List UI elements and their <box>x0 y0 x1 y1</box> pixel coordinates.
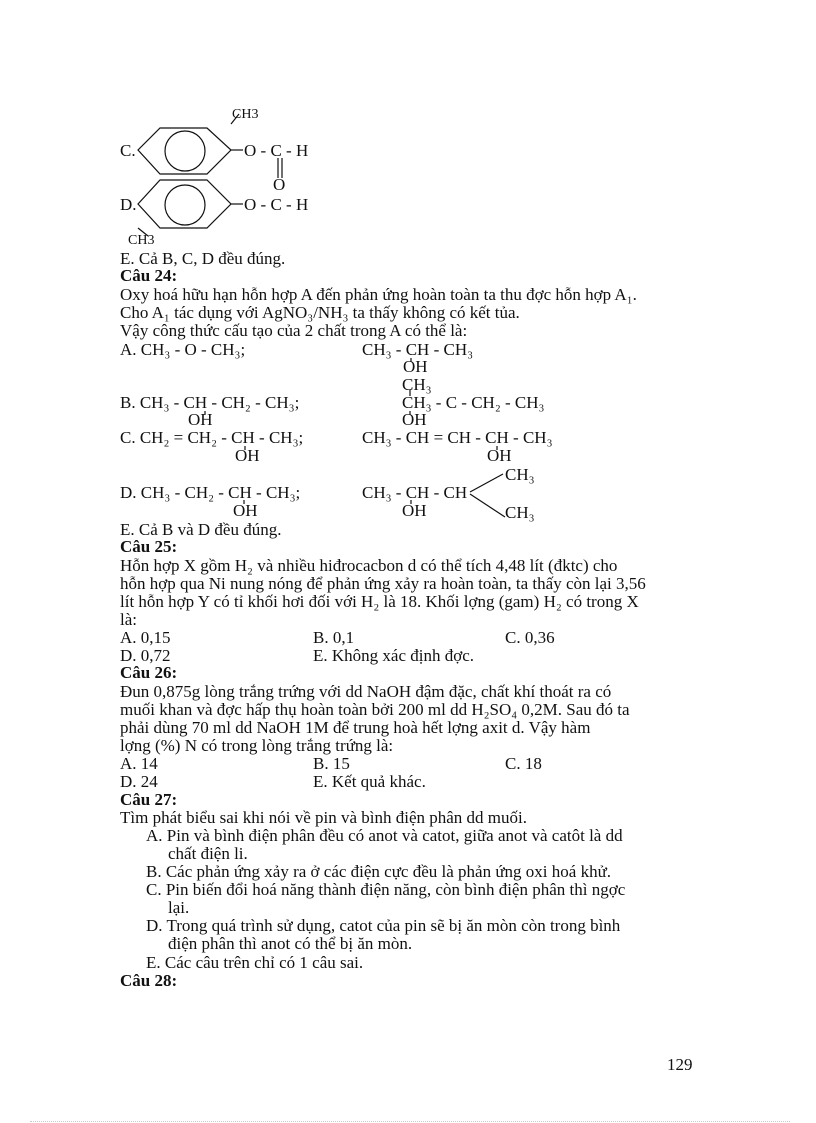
q25-option-c: C. 0,36 <box>505 628 555 647</box>
q25-text: là: <box>120 610 137 629</box>
q24-b-oh-right: OH <box>402 410 427 429</box>
ch3-top-label: CH3 <box>232 107 259 122</box>
q24-b-ch3-top: CH₃ <box>402 375 432 394</box>
q24-c-oh-right: OH <box>487 446 512 465</box>
q27-option-d: D. Trong quá trình sử dụng, catot của pin sẽ bị ăn mòn còn trong bình <box>146 916 621 935</box>
q26-title: Câu 26: <box>120 663 178 682</box>
q26-option-c: C. 18 <box>505 754 542 773</box>
q25-option-a: A. 0,15 <box>120 628 171 647</box>
q24-option-c-right: CH₃ - CH = CH - CH - CH₃ <box>362 428 553 447</box>
q24-d-ch3-bottom: CH₃ <box>505 503 535 522</box>
q27-option-e: E. Các câu trên chỉ có 1 câu sai. <box>146 953 364 972</box>
formate-group-d: O - C - H <box>244 195 309 214</box>
q24-d-oh-right: OH <box>402 501 427 520</box>
q24-title: Câu 24: <box>120 266 178 285</box>
q26-option-e: E. Kết quả khác. <box>313 772 426 791</box>
d-branch-up <box>470 474 503 492</box>
q24-text: Vậy công thức cấu tạo của 2 chất trong A có thể là: <box>120 321 468 340</box>
q27-option-c-cont: lại. <box>168 898 190 917</box>
option-c-label: C. <box>120 141 136 160</box>
q26-option-a: A. 14 <box>120 754 158 773</box>
q26-text: muối khan và đợc hấp thụ hoàn toàn bởi 200 ml dd H₂SO₄ 0,2M. Sau đó ta <box>120 700 630 719</box>
q27-option-d-cont: điện phân thì anot có thể bị ăn mòn. <box>168 934 413 953</box>
q25-text: hỗn hợp qua Ni nung nóng để phản ứng xảy ra hoàn toàn, ta thấy còn lại 3,56 <box>120 574 646 593</box>
q24-d-ch3-top: CH₃ <box>505 465 535 484</box>
q24-option-d-left: D. CH₃ - CH₂ - CH - CH₃; <box>120 483 301 502</box>
q24-option-d-right: CH₃ - CH - CH <box>362 483 468 502</box>
q24-a-oh: OH <box>403 357 428 376</box>
q27-option-b: B. Các phản ứng xảy ra ở các điện cực đều là phản ứng oxi hoá khử. <box>146 862 612 881</box>
q24-text: Oxy hoá hữu hạn hỗn hợp A đến phản ứng hoàn toàn ta thu đợc hỗn hợp A₁. <box>120 285 637 304</box>
d-branch-down <box>470 494 505 517</box>
q27-option-c: C. Pin biến đổi hoá năng thành điện năng, còn bình điện phân thì ngợc <box>146 880 626 899</box>
q24-option-c-left: C. CH₂ = CH₂ - CH - CH₃; <box>120 428 304 447</box>
option-d-label: D. <box>120 195 137 214</box>
q24-b-oh-left: OH <box>188 410 213 429</box>
formate-group-c: O - C - H <box>244 141 309 160</box>
q24-option-e: E. Cả B và D đều đúng. <box>120 520 282 539</box>
aromatic-circle-d <box>165 185 205 225</box>
q25-option-b: B. 0,1 <box>313 628 355 647</box>
q27-text: Tìm phát biểu sai khi nói về pin và bình điện phân dd muối. <box>120 808 527 827</box>
q27-option-a: A. Pin và bình điện phân đều có anot và catot, giữa anot và catôt là dd <box>146 826 623 845</box>
q27-option-a-cont: chất điện li. <box>168 844 248 863</box>
q26-text: Đun 0,875g lòng trắng trứng với dd NaOH đậm đặc, chất khí thoát ra có <box>120 682 612 701</box>
q26-text: lợng (%) N có trong lòng trắng trứng là: <box>120 736 394 755</box>
q24-option-b-left: B. CH₃ - CH - CH₂ - CH₃; <box>120 393 300 412</box>
q24-d-oh-left: OH <box>233 501 258 520</box>
q25-option-d: D. 0,72 <box>120 646 171 665</box>
q24-option-a-left: A. CH₃ - O - CH₃; <box>120 340 246 359</box>
q24-option-a-right: CH₃ - CH - CH₃ <box>362 340 474 359</box>
q25-title: Câu 25: <box>120 537 178 556</box>
q28-title: Câu 28: <box>120 971 178 990</box>
q24-c-oh-left: OH <box>235 446 260 465</box>
q24-text: Cho A₁ tác dụng với AgNO₃/NH₃ ta thấy không có kết tủa. <box>120 303 520 322</box>
footer-divider <box>30 1121 790 1122</box>
benzene-ring-d <box>138 180 231 228</box>
q24-option-b-right: CH₃ - C - CH₂ - CH₃ <box>402 393 545 412</box>
q25-text: lít hỗn hợp Y có tỉ khối hơi đối với H₂ là 18. Khối lợng (gam) H₂ có trong X <box>120 592 639 611</box>
q23-option-e: E. Cả B, C, D đều đúng. <box>120 249 286 268</box>
benzene-ring-c <box>138 128 231 174</box>
q27-title: Câu 27: <box>120 790 178 809</box>
aromatic-circle-c <box>165 131 205 171</box>
q25-text: Hỗn hợp X gồm H₂ và nhiều hiđrocacbon d có thể tích 4,48 lít (đktc) cho <box>120 556 618 575</box>
carbonyl-oxygen: O <box>273 175 286 194</box>
q26-text: phải dùng 70 ml dd NaOH 1M để trung hoà hết lợng axit d. Vậy hàm <box>120 718 591 737</box>
page-number: 129 <box>667 1055 693 1074</box>
ch3-bottom-label: CH3 <box>128 233 155 248</box>
q26-option-d: D. 24 <box>120 772 158 791</box>
q25-option-e: E. Không xác định đợc. <box>313 646 475 665</box>
q26-option-b: B. 15 <box>313 754 350 773</box>
